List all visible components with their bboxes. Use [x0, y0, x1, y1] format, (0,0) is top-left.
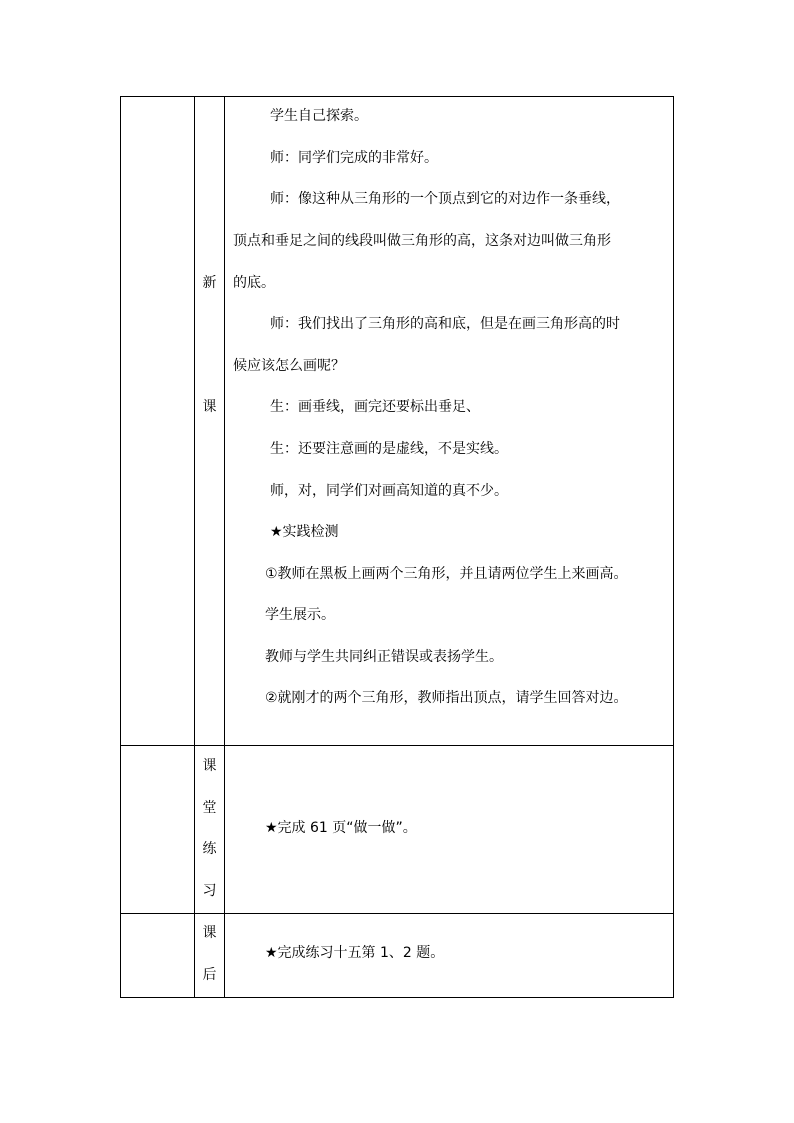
practice-content: [225, 746, 674, 914]
after-class-label-cell: [195, 914, 225, 998]
after-class-content: [225, 914, 674, 998]
paragraph: 师：我们找出了三角形的高和底，但是在画三角形高的时: [270, 316, 620, 332]
new-lesson-row: [121, 97, 674, 746]
practice-label-cell: [195, 746, 225, 914]
practice-row: [121, 746, 674, 914]
lesson-plan-table: [120, 96, 674, 998]
label-char: 课: [202, 925, 217, 941]
label-char: 堂: [202, 800, 217, 816]
paragraph: 的底。: [233, 275, 275, 291]
new-lesson-content: [225, 97, 674, 746]
label-char: 习: [202, 883, 217, 899]
label-char: 课: [202, 399, 217, 415]
paragraph: 生：还要注意画的是虚线，不是实线。: [270, 441, 508, 457]
paragraph: 师：像这种从三角形的一个顶点到它的对边作一条垂线，: [270, 191, 620, 207]
paragraph: 师，对，同学们对画高知道的真不少。: [270, 483, 508, 499]
practice-text: ★完成 61 页“做一做”。: [265, 820, 417, 836]
blank-cell: [121, 97, 195, 746]
new-lesson-label-cell: [195, 97, 225, 746]
paragraph: 教师与学生共同纠正错误或表扬学生。: [265, 649, 503, 665]
paragraph: ②就刚才的两个三角形，教师指出顶点，请学生回答对边。: [265, 690, 628, 706]
blank-cell: [121, 914, 195, 998]
label-char: 后: [202, 967, 217, 983]
blank-cell: [121, 746, 195, 914]
paragraph: 候应该怎么画呢？: [233, 358, 345, 374]
label-char: 练: [202, 841, 217, 857]
label-char: 新: [202, 275, 217, 291]
paragraph: ★实践检测: [270, 524, 339, 540]
label-char: 课: [202, 758, 217, 774]
paragraph: ①教师在黑板上画两个三角形，并且请两位学生上来画高。: [265, 566, 628, 582]
after-class-text: ★完成练习十五第 1、2 题。: [265, 945, 445, 961]
after-class-row: [121, 914, 674, 998]
paragraph: 学生自己探索。: [270, 108, 368, 124]
paragraph: 生：画垂线，画完还要标出垂足、: [270, 399, 480, 415]
paragraph: 师：同学们完成的非常好。: [270, 150, 438, 166]
paragraph: 学生展示。: [265, 607, 335, 623]
paragraph: 顶点和垂足之间的线段叫做三角形的高，这条对边叫做三角形: [233, 233, 611, 249]
